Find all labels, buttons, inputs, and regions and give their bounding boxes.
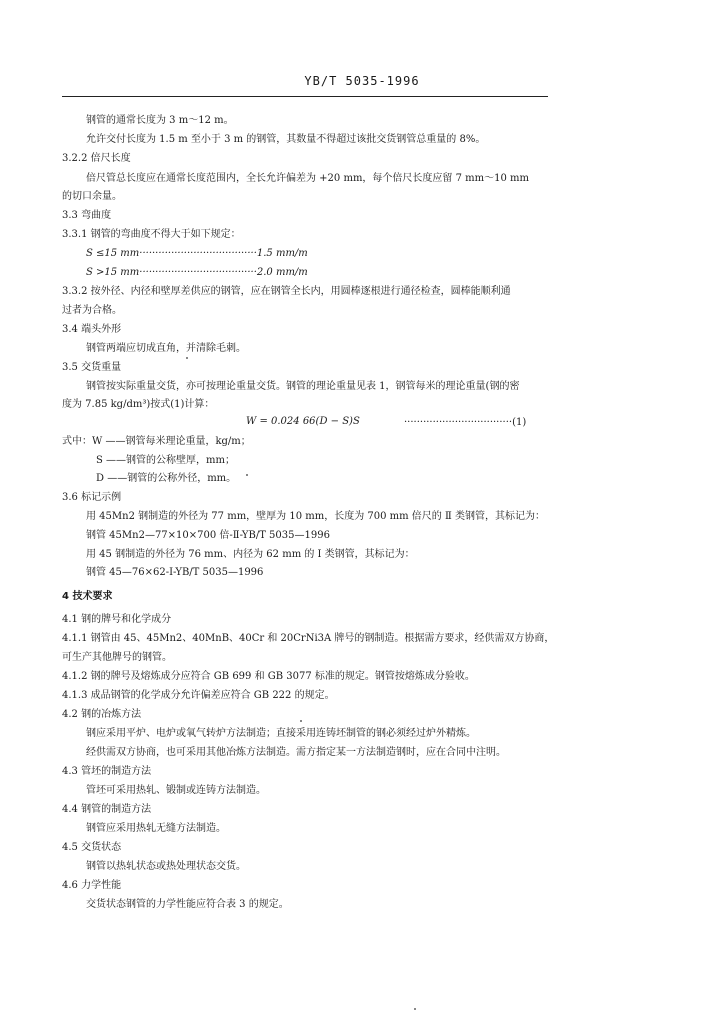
variable-definition: S ——钢管的公称壁厚，mm； xyxy=(96,455,235,466)
text-line: 经供需双方协商，也可采用其他冶炼方法制造。需方指定某一方法制造钢时，应在合同中注明。 xyxy=(86,747,506,758)
header-rule xyxy=(62,96,548,97)
list-item: S ≤15 mm·····································1.5 mm/m xyxy=(86,248,308,259)
scan-speck xyxy=(300,720,302,722)
text-line: 钢管按实际重量交货，亦可按理论重量交货。钢管的理论重量见表 1，钢管每米的理论重量(钢的密 xyxy=(86,381,520,392)
text-line: 用 45Mn2 钢制造的外径为 77 mm，壁厚为 10 mm，长度为 700 mm 倍尺的 Ⅱ 类钢管，其标记为： xyxy=(86,511,545,522)
text-line: 交货状态钢管的力学性能应符合表 3 的规定。 xyxy=(86,899,289,910)
page-header: YB/T 5035-1996 xyxy=(304,74,420,88)
text-line: 用 45 钢制造的外径为 76 mm、内径为 62 mm 的 Ⅰ 类钢管，其标记为： xyxy=(86,549,415,560)
section-heading: 4.1.2 钢的牌号及熔炼成分应符合 GB 699 和 GB 3077 标准的规定。钢管按熔炼成分验收。 xyxy=(62,671,475,682)
section-heading: 4.1.1 钢管由 45、45Mn2、40MnB、40Cr 和 20CrNi3A 牌号的钢制造。根据需方要求，经供需双方协商， xyxy=(62,633,555,644)
section-heading: 3.6 标记示例 xyxy=(62,492,122,503)
text-line: 管坯可采用热轧、锻制或连铸方法制造。 xyxy=(86,785,266,796)
text-line: 度为 7.85 kg/dm³)按式(1)计算： xyxy=(62,399,215,410)
variable-definition: D ——钢管的公称外径，mm。 xyxy=(96,473,237,484)
text-line: 钢管应采用热轧无缝方法制造。 xyxy=(86,823,226,834)
section-heading: 3.5 交货重量 xyxy=(62,362,122,373)
variable-definition: 式中：W ——钢管每米理论重量，kg/m； xyxy=(62,436,251,447)
section-heading: 4.1 钢的牌号和化学成分 xyxy=(62,614,172,625)
text-line: 倍尺管总长度应在通常长度范围内，全长允许偏差为 +20 mm，每个倍尺长度应留 7 mm～10 mm xyxy=(86,173,529,184)
section-heading: 3.4 端头外形 xyxy=(62,324,122,335)
text-line: 钢管两端应切成直角，并清除毛刺。 xyxy=(86,343,246,354)
text-line: 钢管的通常长度为 3 m～12 m。 xyxy=(86,115,234,126)
text-line: 的切口余量。 xyxy=(62,191,122,202)
text-line: 可生产其他牌号的钢管。 xyxy=(62,652,172,663)
section-heading: 4.5 交货状态 xyxy=(62,842,122,853)
section-heading: 3.2.2 倍尺长度 xyxy=(62,153,131,164)
scan-speck xyxy=(246,474,248,476)
list-item: S >15 mm·····································2.0 mm/m xyxy=(86,267,308,278)
formula-number: ··································(1) xyxy=(404,417,527,428)
section-heading: 4.2 钢的冶炼方法 xyxy=(62,709,142,720)
section-heading: 4.4 钢管的制造方法 xyxy=(62,804,152,815)
section-heading: 4.3 管坯的制造方法 xyxy=(62,766,152,777)
section-heading: 3.3 弯曲度 xyxy=(62,210,112,221)
text-line: 允许交付长度为 1.5 m 至小于 3 m 的钢管，其数量不得超过该批交货钢管总重量的 8%。 xyxy=(86,134,486,145)
chapter-heading: 4 技术要求 xyxy=(62,591,113,602)
text-line: 钢管 45—76×62-Ⅰ-YB/T 5035—1996 xyxy=(86,567,264,578)
section-heading: 3.3.1 钢管的弯曲度不得大于如下规定： xyxy=(62,229,241,240)
text-line: 过者为合格。 xyxy=(62,305,122,316)
section-heading: 4.6 力学性能 xyxy=(62,880,122,891)
formula-expression: W = 0.024 66(D − S)S xyxy=(246,416,360,427)
text-line: 钢应采用平炉、电炉或氧气转炉方法制造；直接采用连铸坯制管的钢必须经过炉外精炼。 xyxy=(86,728,476,739)
scan-speck xyxy=(186,357,188,359)
text-line: 钢管以热轧状态或热处理状态交货。 xyxy=(86,861,246,872)
scan-speck xyxy=(414,1008,416,1010)
text-line: 钢管 45Mn2—77×10×700 倍-Ⅱ-YB/T 5035—1996 xyxy=(86,530,330,541)
section-heading: 3.3.2 按外径、内径和壁厚差供应的钢管，应在钢管全长内，用圆棒逐根进行通径检查，圆棒能顺利通 xyxy=(62,286,511,297)
section-heading: 4.1.3 成品钢管的化学成分允许偏差应符合 GB 222 的规定。 xyxy=(62,690,335,701)
